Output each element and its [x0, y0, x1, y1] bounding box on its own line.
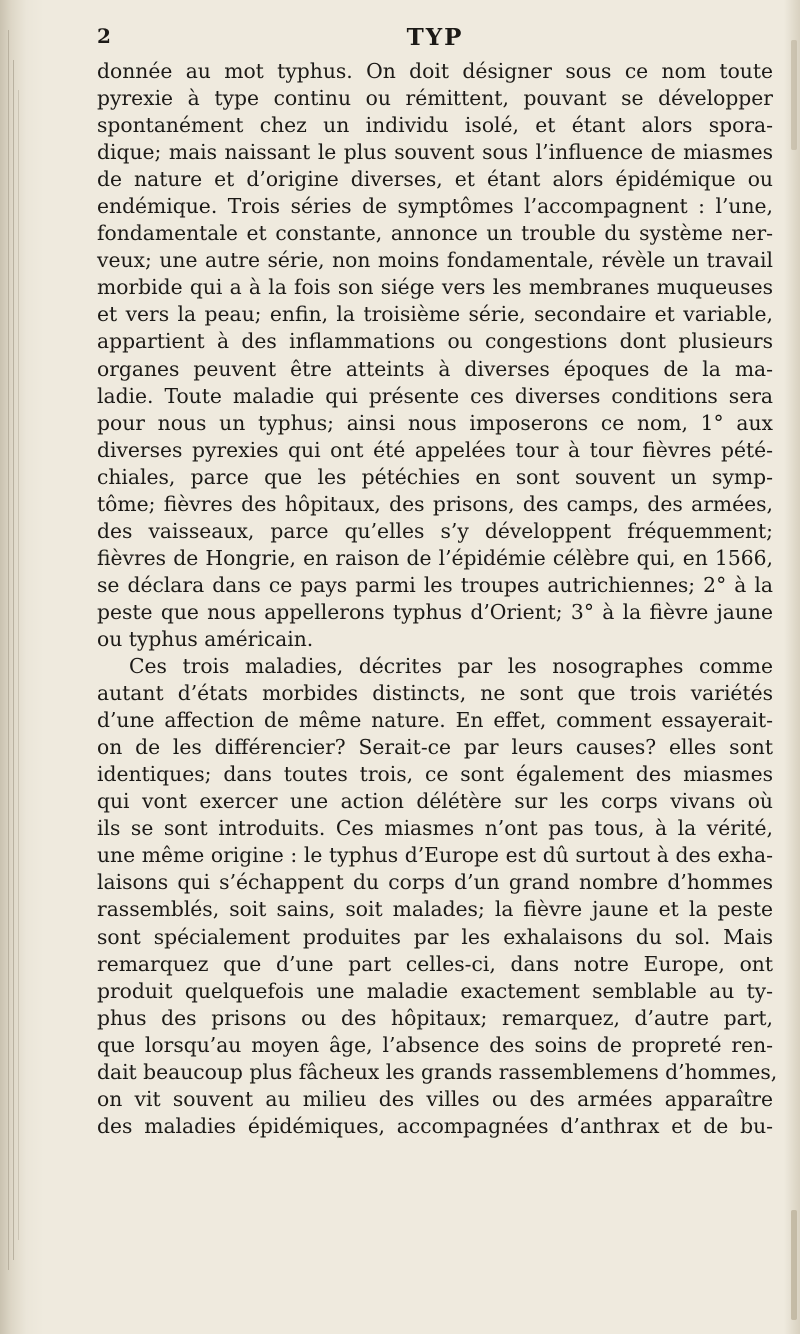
text-line: produit quelquefois une maladie exactement semblable au ty-: [97, 978, 773, 1003]
text-line: se déclara dans ce pays parmi les troupes autrichiennes; 2° à la: [97, 572, 773, 597]
text-line: on de les différencier? Serait-ce par leurs causes? elles sont: [97, 735, 773, 760]
running-head: TYP: [406, 24, 464, 51]
text-line: pyrexie à type continu ou rémittent, pouvant se développer: [97, 86, 773, 111]
text-line: d’une affection de même nature. En effet, comment essayerait-: [97, 708, 773, 733]
text-line: autant d’états morbides distincts, ne sont que trois variétés: [97, 681, 773, 706]
gutter-line: [18, 90, 19, 1240]
text-line: qui vont exercer une action délétère sur les corps vivans où: [97, 789, 773, 814]
text-line: endémique. Trois séries de symptômes l’accompagnent : l’une,: [97, 194, 773, 219]
page-header: [97, 24, 773, 58]
text-line: des maladies épidémiques, accompagnées d’anthrax et de bu-: [97, 1113, 773, 1138]
page-right-edge: [784, 0, 800, 1334]
text-line: ils se sont introduits. Ces miasmes n’ont pas tous, à la vérité,: [97, 816, 773, 841]
text-line: sont spécialement produites par les exhalaisons du sol. Mais: [97, 924, 773, 949]
text-line: Ces trois maladies, décrites par les nosographes comme: [129, 654, 773, 679]
text-line: des vaisseaux, parce qu’elles s’y développent fréquemment;: [97, 518, 773, 543]
text-line: veux; une autre série, non moins fondamentale, révèle un travail: [97, 248, 773, 273]
document-page: [97, 24, 778, 1140]
text-line: diverses pyrexies qui ont été appelées tour à tour fièvres pété-: [97, 437, 773, 462]
text-line: spontanément chez un individu isolé, et étant alors spora-: [97, 113, 773, 138]
text-line: identiques; dans toutes trois, ce sont également des miasmes: [97, 762, 773, 787]
text-line: et vers la peau; enfin, la troisième série, secondaire et variable,: [97, 302, 773, 327]
text-line: tôme; fièvres des hôpitaux, des prisons, des camps, des armées,: [97, 491, 773, 516]
scan-gutter-shadow: [0, 0, 44, 1334]
text-line: pour nous un typhus; ainsi nous imposerons ce nom, 1° aux: [97, 410, 773, 435]
gutter-line: [8, 30, 9, 1270]
text-line: organes peuvent être atteints à diverses époques de la ma-: [97, 356, 773, 381]
text-line: phus des prisons ou des hôpitaux; remarquez, d’autre part,: [97, 1005, 773, 1030]
gutter-line: [13, 60, 14, 1260]
text-line: peste que nous appellerons typhus d’Orient; 3° à la fièvre jaune: [97, 599, 773, 624]
text-line: laisons qui s’échappent du corps d’un grand nombre d’hommes: [97, 870, 773, 895]
text-line: fièvres de Hongrie, en raison de l’épidémie célèbre qui, en 1566,: [97, 545, 773, 570]
text-line: ou typhus américain.: [97, 626, 314, 651]
text-line: une même origine : le typhus d’Europe est dû surtout à des exha-: [97, 843, 773, 868]
text-line: de nature et d’origine diverses, et étant alors épidémique ou: [97, 167, 773, 192]
text-line: dique; mais naissant le plus souvent sous l’influence de miasmes: [97, 140, 773, 165]
text-line: chiales, parce que les pétéchies en sont souvent un symp-: [97, 464, 773, 489]
text-line: morbide qui a à la fois son siége vers les membranes muqueuses: [97, 275, 773, 300]
text-line: fondamentale et constante, annonce un trouble du système ner-: [97, 221, 773, 246]
text-line: remarquez que d’une part celles-ci, dans notre Europe, ont: [97, 951, 773, 976]
text-line: dait beaucoup plus fâcheux les grands rassemblemens d’hommes,: [97, 1059, 778, 1084]
page-edge-mark: [791, 1210, 797, 1320]
body-text: [97, 58, 778, 1140]
text-line: rassemblés, soit sains, soit malades; la fièvre jaune et la peste: [97, 897, 773, 922]
page-number: 2: [97, 24, 111, 48]
text-line: ladie. Toute maladie qui présente ces diverses conditions sera: [97, 383, 773, 408]
text-line: appartient à des inflammations ou congestions dont plusieurs: [97, 329, 773, 354]
page-edge-mark: [791, 40, 797, 150]
text-line: on vit souvent au milieu des villes ou des armées apparaître: [97, 1086, 773, 1111]
text-line: donnée au mot typhus. On doit désigner sous ce nom toute: [97, 59, 773, 83]
text-line: que lorsqu’au moyen âge, l’absence des soins de propreté ren-: [97, 1032, 773, 1057]
